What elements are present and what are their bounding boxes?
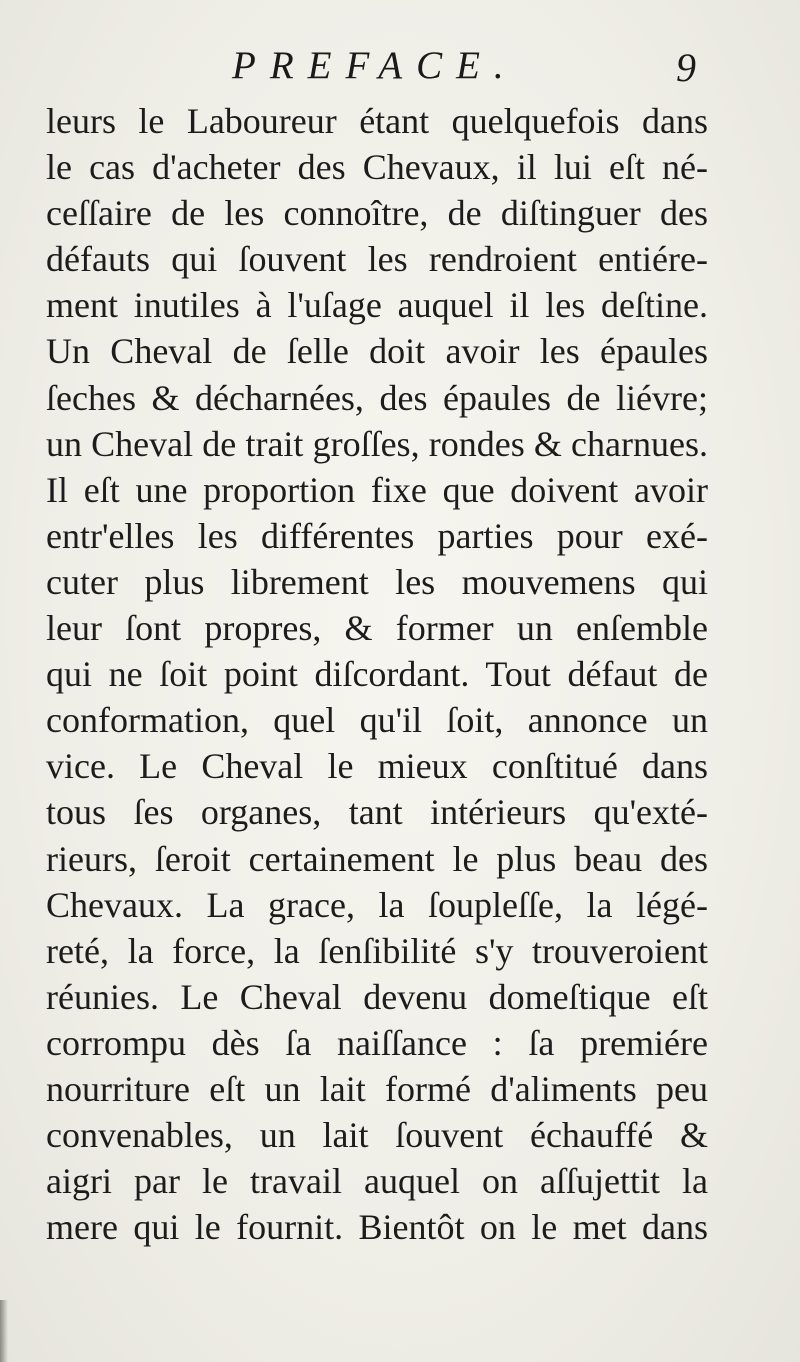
text-line: cuter plus librement les mouvemens qui <box>46 561 708 602</box>
text-line: rieurs, ſeroit certainement le plus beau des <box>46 838 708 879</box>
text-line: Chevaux. La grace, la ſoupleſſe, la légé- <box>46 884 708 925</box>
page-header <box>0 38 800 94</box>
text-line: défauts qui ſouvent les rendroient entiére- <box>46 239 708 280</box>
text-line: Il eſt une proportion fixe que doivent avoir <box>46 469 708 510</box>
text-line: convenables, un lait ſouvent échauffé & <box>46 1115 708 1156</box>
page-edge-shadow <box>0 1300 8 1362</box>
text-line: reté, la force, la ſenſibilité s'y trouveroient <box>46 930 708 971</box>
text-line: mere qui le fournit. Bientôt on le met dans <box>46 1207 708 1248</box>
text-line: réunies. Le Cheval devenu domeſtique eſt <box>46 976 708 1017</box>
text-line: entr'elles les différentes parties pour exé- <box>46 515 708 556</box>
text-line: corrompu dès ſa naiſſance : ſa premiére <box>46 1022 708 1063</box>
text-line: le cas d'acheter des Chevaux, il lui eſt né- <box>46 147 708 188</box>
text-line: tous ſes organes, tant intérieurs qu'exté- <box>46 792 708 833</box>
text-line: leurs le Laboureur étant quelquefois dans <box>46 101 708 141</box>
text-line: un Cheval de trait groſſes, rondes & charnues. <box>46 423 708 464</box>
page-number: 9 <box>676 45 696 90</box>
text-line: nourriture eſt un lait formé d'aliments peu <box>46 1068 708 1109</box>
text-line: vice. Le Cheval le mieux conſtitué dans <box>46 746 708 787</box>
body-text <box>46 98 708 1250</box>
text-line: ſeches & décharnées, des épaules de liévre; <box>46 377 708 418</box>
text-line: ment inutiles à l'uſage auquel il les deſtine. <box>46 285 708 326</box>
text-line: conformation, quel qu'il ſoit, annonce un <box>46 700 708 741</box>
text-line: Un Cheval de ſelle doit avoir les épaules <box>46 331 708 372</box>
running-title: PREFACE. <box>232 44 518 87</box>
text-line: qui ne ſoit point diſcordant. Tout défaut de <box>46 654 708 695</box>
text-line: leur ſont propres, & former un enſemble <box>46 608 708 649</box>
text-line: ceſſaire de les connoître, de diſtinguer des <box>46 193 708 234</box>
text-line: aigri par le travail auquel on aſſujettit la <box>46 1161 708 1202</box>
